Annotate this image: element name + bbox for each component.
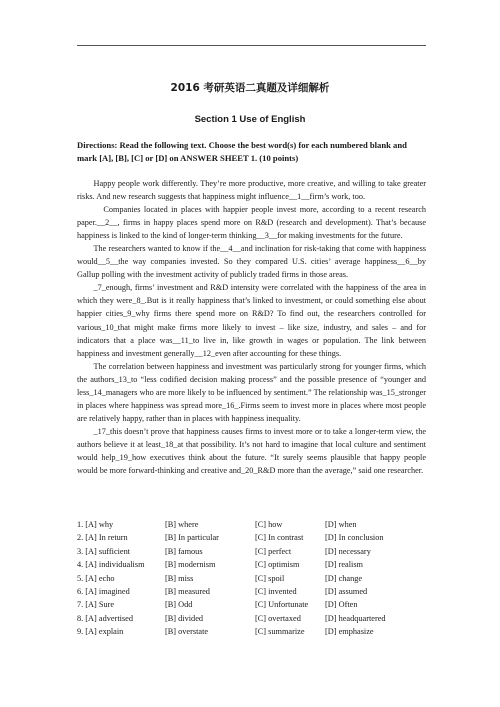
option-d: [D] Often (325, 600, 358, 610)
option-d: [D] when (325, 520, 357, 529)
header-rule (77, 45, 426, 46)
option-b: [B] divided (165, 613, 204, 623)
passage-paragraph: Happy people work differently. They’re more productive, more creative, and willing to take greater risks. And new research suggests that happiness might influence__1__firm’s work, too. (77, 179, 426, 202)
option-d: [D] necessary (325, 546, 371, 556)
option-c: [C] In contrast (255, 533, 304, 543)
passage-paragraph: Companies located in places with happier people invest more, according to a recent research paper.__2__, firms in happy places spend more on R&D (research and development). That’s because happiness is linked to the kind of longer-term thinking__3__for making investments for the future. (77, 205, 426, 241)
option-row (77, 558, 405, 571)
option-d: [D] realism (325, 560, 364, 570)
option-row (77, 518, 405, 531)
option-b: [B] measured (165, 587, 210, 597)
answer-options (77, 518, 405, 639)
option-row (77, 625, 405, 638)
passage-paragraph: _7_enough, firms’ investment and R&D intensity were correlated with the happiness of the area in which they were_8_.But is it really happiness that’s linked to investment, or could something else about happier cities_9_why firms there spend more on R&D? To find out, the researchers controlled for various_10_that might make firms more likely to invest – like size, industry, and sales – and for indicators that a place was__11_to live in, like growth in wages or population. The link between happiness and investment generally__12_even after accounting for these things. (77, 283, 426, 358)
option-b: [B] where (165, 520, 199, 529)
option-b: [B] overstate (165, 627, 209, 637)
option-a: 2. [A] In return (77, 533, 128, 543)
option-c: [C] optimism (255, 560, 300, 570)
passage (77, 177, 426, 477)
option-row (77, 531, 405, 544)
option-a: 7. [A] Sure (77, 600, 115, 610)
page-title: 2016 考研英语二真题及详细解析 (170, 82, 330, 94)
option-c: [C] Unfortunate (255, 600, 309, 610)
option-a: 6. [A] imagined (77, 587, 130, 597)
option-c: [C] invented (255, 587, 297, 597)
option-a: 5. [A] echo (77, 573, 115, 583)
option-d: [D] In conclusion (325, 533, 384, 543)
option-c: [C] summarize (255, 627, 305, 637)
option-d: [D] emphasize (325, 627, 374, 637)
option-row (77, 612, 405, 625)
option-row (77, 545, 405, 558)
option-a: 1. [A] why (77, 520, 114, 529)
option-c: [C] perfect (255, 546, 292, 556)
directions-text: Directions: Read the following text. Choose the best word(s) for each numbered blank and mark [A], [B], [C] or [D] on ANSWER SHEET 1. (10 points) (77, 140, 407, 163)
option-c: [C] spoil (255, 573, 285, 583)
option-d: [D] change (325, 573, 363, 583)
option-d: [D] headquartered (325, 613, 386, 623)
option-row (77, 585, 405, 598)
option-b: [B] miss (165, 573, 194, 583)
option-b: [B] In particular (165, 533, 219, 543)
option-b: [B] modernism (165, 560, 216, 570)
passage-paragraph: _17_this doesn’t prove that happiness causes firms to invest more or to take a longer-term view, the authors believe it at least_18_at that possibility. It’s not hard to imagine that local culture and sentiment would help_19_how executives think about the future. “It surely seems plausible that happy people would be more forward-thinking and creative and_20_R&D more than the average,” said one researcher. (77, 426, 426, 476)
option-row (77, 572, 405, 585)
option-c: [C] overtaxed (255, 613, 301, 623)
option-d: [D] assumed (325, 587, 368, 597)
option-row (77, 598, 405, 611)
option-a: 4. [A] individualism (77, 560, 145, 570)
option-b: [B] Odd (165, 600, 193, 610)
passage-paragraph: The correlation between happiness and investment was particularly strong for younger firms, which the authors_13_to “less codified decision making process” and the possible presence of “younger and less_14_managers who are more likely to be influenced by sentiment.” The relationship was_15_stronger in places where happiness was spread more_16_.Firms seem to invest more in places where most people are relatively happy, rather than in places with happiness inequality. (77, 361, 426, 423)
option-a: 9. [A] explain (77, 627, 124, 637)
passage-paragraph: The researchers wanted to know if the__4__and inclination for risk-taking that come with happiness would__5__the way companies invested. So they compared U.S. cities’ average happiness__6__by Gallup polling with the investment activity of publicly traded firms in those areas. (77, 244, 426, 280)
option-a: 3. [A] sufficient (77, 546, 131, 556)
option-a: 8. [A] advertised (77, 613, 133, 623)
option-b: [B] famous (165, 546, 203, 556)
option-c: [C] how (255, 520, 283, 529)
section-heading: Section 1 Use of English (194, 114, 306, 125)
